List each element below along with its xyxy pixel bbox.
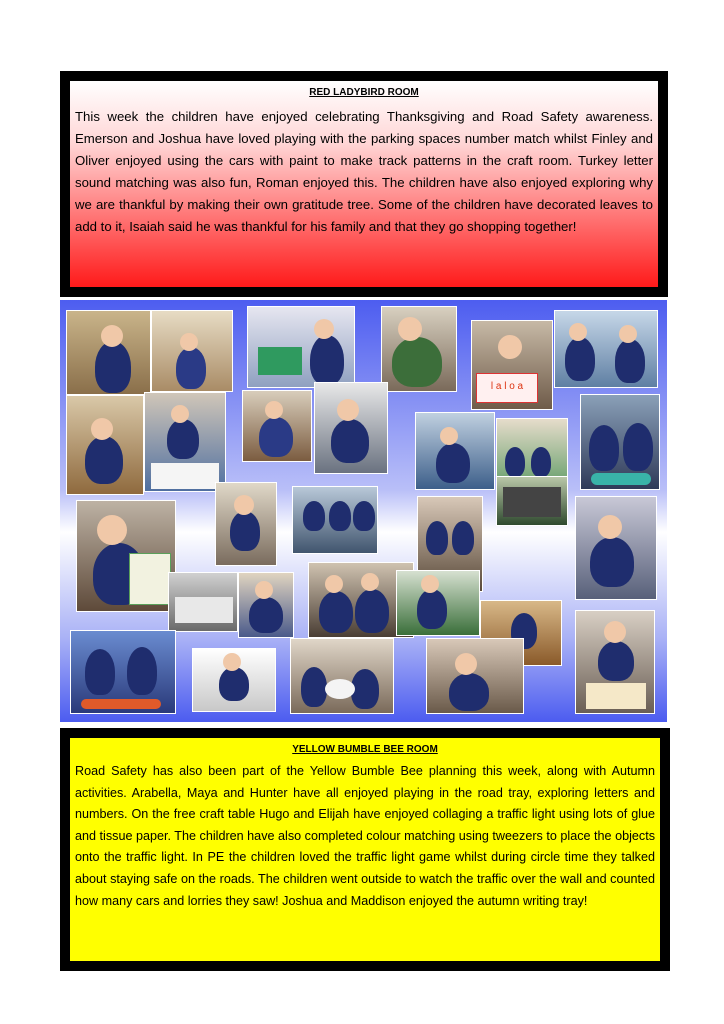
collage-photo [554, 310, 658, 388]
collage-photo [247, 306, 355, 388]
collage-photo [66, 310, 151, 395]
photo-sign: l a l o a [476, 373, 538, 403]
yellow-bumble-bee-room-text: Road Safety has also been part of the Yellow Bumble Bee planning this week, along with Autumn activities. Arabella, Maya and Hunter have all enjoyed playing in the road tray, exploring letters and numbers. On the free craft table Hugo and Elijah have enjoyed collaging a traffic light using lots of glue and tissue paper. The children have also completed colour matching using tweezers to place the objects onto the traffic light. In PE the children loved the traffic light game whilst during circle time they talked about staying safe on the roads. The children went outside to watch the traffic over the wall and counted how many cars and lorries they saw! Joshua and Maddison enjoyed the autumn writing tray! [75, 764, 655, 908]
red-ladybird-room-text: This week the children have enjoyed celebrating Thanksgiving and Road Safety awareness. Emerson and Joshua have loved playing with the parking spaces number match whilst Finley and Oliver enjoyed using the cars with paint to make track patterns in the craft room. Turkey letter sound matching was also fun, Roman enjoyed this. The children have also enjoyed exploring why we are thankful by making their own gratitude tree. Some of the children have decorated leaves to add to it, Isaiah said he was thankful for his family and that they go shopping together! [75, 109, 653, 234]
collage-photo [66, 395, 144, 495]
collage-photo [496, 476, 568, 526]
collage-photo [292, 486, 378, 554]
red-ladybird-room-title: RED LADYBIRD ROOM [309, 87, 419, 98]
collage-photo [238, 572, 294, 638]
collage-photo [168, 572, 238, 632]
yellow-bumble-bee-room-panel [60, 728, 670, 971]
collage-photo [144, 392, 226, 492]
yellow-bumble-bee-room-content [70, 738, 660, 961]
collage-photo [76, 500, 176, 612]
red-ladybird-room-content [70, 81, 658, 287]
collage-photo [242, 390, 312, 462]
collage-photo [290, 638, 394, 714]
yellow-bumble-bee-room-title: YELLOW BUMBLE BEE ROOM [292, 744, 438, 755]
collage-photo [580, 394, 660, 490]
collage-photo [151, 310, 233, 392]
collage-photo [215, 482, 277, 566]
collage-photo [192, 648, 276, 712]
collage-photo [396, 570, 480, 636]
photo-collage [60, 300, 667, 722]
collage-photo [314, 382, 388, 474]
collage-photo [426, 638, 524, 714]
red-ladybird-room-panel [60, 71, 668, 297]
collage-photo [575, 496, 657, 600]
collage-photo [381, 306, 457, 392]
collage-photo [415, 412, 495, 490]
collage-photo [575, 610, 655, 714]
collage-photo [70, 630, 176, 714]
collage-photo [471, 320, 553, 410]
